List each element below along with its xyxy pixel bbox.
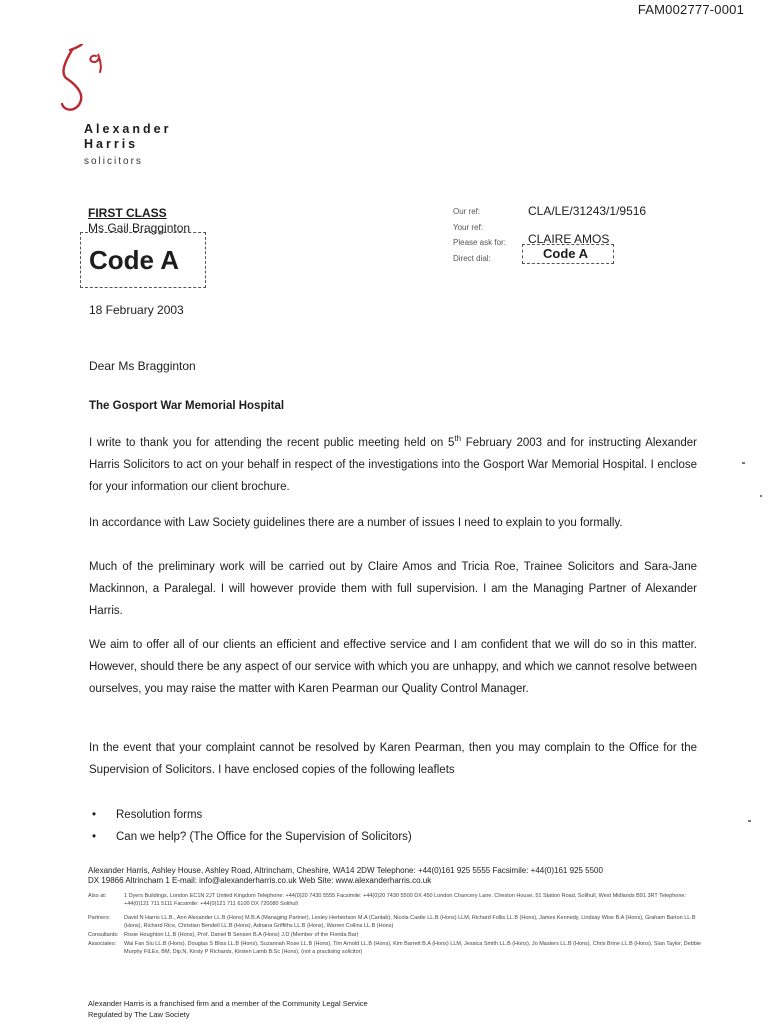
bullet-icon: • [92,831,97,843]
footer-contact: DX 19866 Altrincham 1 E-mail: info@alexanderharris.co.uk Web Site: www.alexanderharris.co.uk [88,876,432,885]
footer-also-at [88,892,708,908]
firm-name [84,122,171,152]
paragraph-1-text-cont: February 2003 and for instructing Alexander Harris Solicitors to act on your behalf in respect of the investigations into the Gosport War Memorial Hospital. I enclose for your information our client brochure. [89,436,697,493]
footer-franchise-note: Alexander Harris is a franchised firm and a member of the Community Legal Service [88,999,368,1008]
paragraph-1-text: I write to thank you for attending the recent public meeting held on 5 [89,436,455,449]
footer-text: 1 Dyers Buildings, London EC1N 2JT United Kingdom Telephone: +44(0)20 7430 5555 Facsimile: +44(0)20 7430 5500 DX 450 London Chancery Lane. Cheston House, 51 Station Road, Solihull, West Midlands B91 3RT Telephone: +44(0)121 711 5111 Facsimile: +44(0)121 711 6100 DX 720080 Solihull [124,893,686,907]
bullet-icon: • [92,809,97,821]
footer-label: Associates: [88,941,117,947]
letterhead-footer [88,866,708,956]
redaction-code: Code A [89,245,180,275]
firm-logo-icon [56,44,116,119]
scan-speck [742,462,745,464]
subject-heading: The Gosport War Memorial Hospital [89,400,285,412]
our-ref-label: Our ref: [453,207,481,216]
footer-address: Alexander Harris, Ashley House, Ashley Road, Altrincham, Cheshire, WA14 2DW Telephone: +44(0)161 925 5555 Facsimile: +44(0)161 925 5500 [88,866,603,875]
your-ref-label: Your ref: [453,222,483,232]
footer-regulator-note: Regulated by The Law Society [88,1010,190,1019]
firm-subtitle: solicitors [84,156,143,167]
footer-partners [88,914,708,930]
paragraph-3: Much of the preliminary work will be carried out by Claire Amos and Tricia Roe, Trainee Solicitors and Sara-Jane Mackinnon, a Paralegal. I will however provide them with full supervision. I am the Managing Partner of Alexander Harris. [89,561,697,617]
salutation: Dear Ms Bragginton [89,359,196,373]
document-id: FAM002777-0001 [637,2,744,17]
ordinal-suffix: th [454,434,462,443]
paragraph-1 [89,428,697,498]
firm-name-line2: Harris [84,137,139,151]
paragraph-5: In the event that your complaint cannot be resolved by Karen Pearman, then you may complain to the Office for the Supervision of Solicitors. I have enclosed copies of the following leaflets [89,742,697,776]
leaflet-list [92,804,412,848]
paragraph-2: In accordance with Law Society guidelines there are a number of issues I need to explain to you formally. [89,517,623,529]
ask-for-value: CLAIRE AMOS [528,232,610,246]
reference-labels [453,204,506,266]
footer-text: Wai Fan Siu LL.B (Hons), Douglas S Bliss LL.B (Hons), Suzannah Rose LL.B (Hons), Tim Arnold LL.B (Hons), Kim Barrett B.A (Hons) LLM, Jessica Smith LL.B (Hons), Jo Masters LL.B (Hons), Chris Brine LL.B (Hons), Sian Taylor, Debbie Murphy FILEx, BM, Dip.N, Kirsty P Richards, Kirsten Lamb B.Sc (Hons), (not a practising solicitor) [124,941,702,955]
footer-regulation [88,998,368,1020]
footer-associates [88,940,708,956]
footer-text: David N Harris LL.B., Ann Alexander LL.B (Hons) M.B.A (Managing Partner), Lesley Herbertson M.A (Cantab), Nicola Castle LL.B (Hons) LLM, Richard Follis LL.B (Hons), James Kennedy, Lindsay Wise B.A (Hons), Graham Barton LL.B (Hons), Richard Rice, Christian Bendell LL.B (Hons), Adriana Griffiths LL.B (Hons), Warren Collins LL.B (Hons) [124,915,696,929]
redaction-box-address [80,232,206,288]
recipient-address [88,206,208,235]
footer-label: Partners: [88,915,111,921]
list-item-text: Resolution forms [116,809,203,821]
redaction-box-direct-dial [522,244,614,264]
list-item [92,804,412,826]
list-item [92,826,412,848]
letter-date: 18 February 2003 [89,303,184,317]
delivery-method: FIRST CLASS [88,206,167,220]
paragraph-4: We aim to offer all of our clients an efficient and effective service and I am confident that we will do so in this matter. However, should there be any aspect of our service with which you are unhappy, and which we cannot resolve between ourselves, you may raise the matter with Karen Pearman our Quality Control Manager. [89,639,697,695]
footer-consultants [88,931,708,939]
scan-speck [748,820,751,822]
scan-speck [760,495,762,497]
direct-dial-label: Direct dial: [453,253,491,263]
redaction-code: Code A [543,246,589,261]
footer-label: Also at: [88,893,107,899]
our-ref-value: CLA/LE/31243/1/9516 [528,204,647,218]
ask-for-label: Please ask for: [453,238,506,247]
recipient-name: Ms Gail Bragginton [88,221,191,235]
footer-text: Rosie Houghton LL.B (Hons), Prof. Daniel B Sensen B.A (Hons) J.D (Member of the Florida Bar) [124,932,359,938]
firm-name-line1: Alexander [84,122,172,136]
list-item-text: Can we help? (The Office for the Supervision of Solicitors) [116,831,412,843]
footer-label: Consultants: [88,932,119,938]
